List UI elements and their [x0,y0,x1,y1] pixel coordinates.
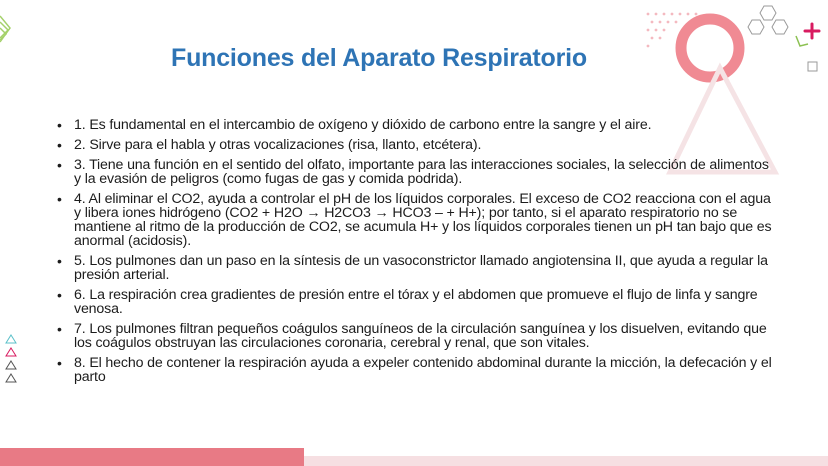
list-item [56,356,776,384]
bullet-list [56,118,776,390]
bullet-dot: • [57,355,62,371]
bullet-dot: • [57,287,62,303]
hexagon-decoration [748,6,788,34]
list-item [56,322,776,350]
bullet-dot: • [57,191,62,207]
bullet-text: 2. Sirve para el habla y otras vocalizaciones (risa, llanto, etcétera). [74,137,482,153]
square-outline-decoration [808,62,817,71]
bullet-dot: • [57,137,62,153]
bottom-accent-bar [0,448,304,466]
bullet-text: 4. Al eliminar el CO2, ayuda a controlar el pH de los líquidos corporales. El exceso de CO2 reacciona con el agua y libera iones hidrógeno (CO2 + H2O → H2CO3 → HCO3 – + H+); por tanto, si el aparato respiratorio no se mantiene al ritmo de la producción de CO2, se acumula H+ y los líquidos corporales tienen un pH tan bajo que es anormal (acidosis). [74,191,772,249]
list-item [56,288,776,316]
bottom-light-bar [304,456,828,466]
bullet-dot: • [57,253,62,269]
slide-title: Funciones del Aparato Respiratorio [171,44,587,72]
list-item [56,138,776,152]
bullet-text: 7. Los pulmones filtran pequeños coágulos sanguíneos de la circulación sanguínea y los disuelven, evitando que los coágulos obstruyan las circulaciones coronaria, cerebral y renal, que son vitales. [74,321,767,351]
plus-decoration [805,24,819,38]
bullet-text: 8. El hecho de contener la respiración ayuda a expeler contenido abdominal durante la micción, la defecación y el parto [74,355,772,385]
bullet-text: 6. La respiración crea gradientes de presión entre el tórax y el abdomen que promueve el flujo de linfa y sangre venosa. [74,287,758,317]
bullet-text: 1. Es fundamental en el intercambio de oxígeno y dióxido de carbono entre la sangre y el aire. [74,117,652,133]
small-triangles-decoration [6,335,16,382]
list-item [56,118,776,132]
green-stripes-decoration [0,16,10,42]
list-item [56,254,776,282]
list-item [56,192,776,248]
green-corner-decoration [796,36,808,46]
bullet-dot: • [57,117,62,133]
bullet-text: 3. Tiene una función en el sentido del olfato, importante para las interacciones sociales, la selección de alimentos y la evasión de peligros (como fugas de gas y comida podrida). [74,157,769,187]
bullet-text: 5. Los pulmones dan un paso en la síntesis de un vasoconstrictor llamado angiotensina II, que ayuda a regular la presión arterial. [74,253,768,283]
bullet-dot: • [57,321,62,337]
bullet-dot: • [57,157,62,173]
list-item [56,158,776,186]
